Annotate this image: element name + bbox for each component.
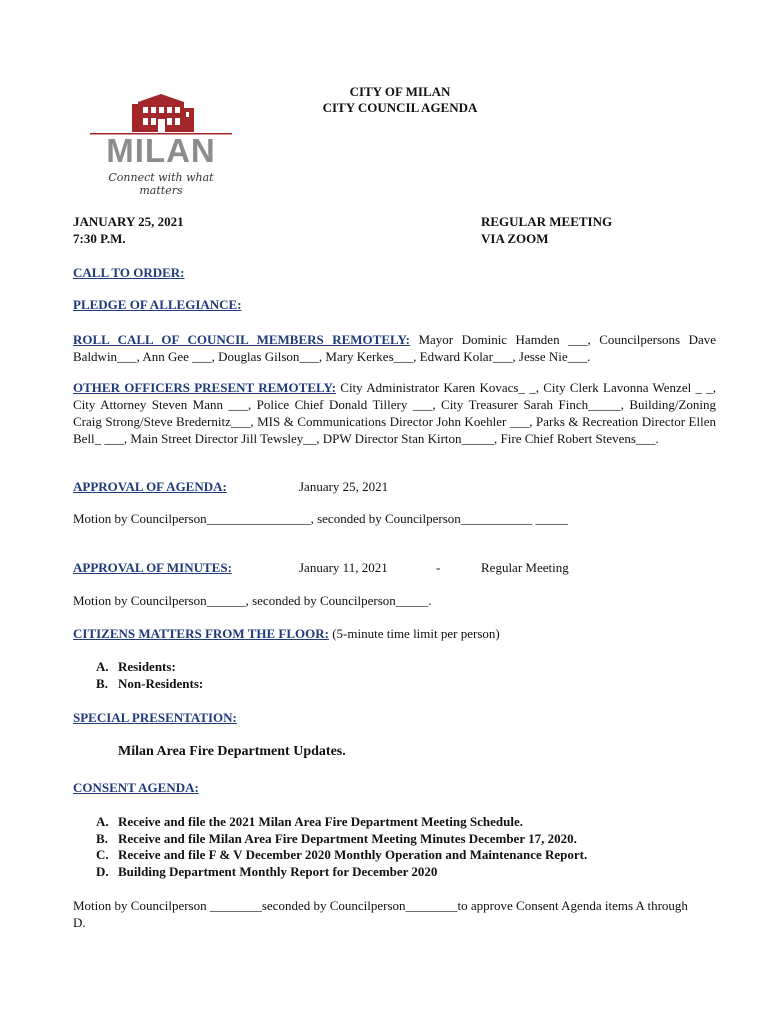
list-item: [96, 864, 587, 881]
city-title: CITY OF MILAN: [349, 84, 451, 99]
citizens-heading: CITIZENS MATTERS FROM THE FLOOR:: [73, 626, 329, 641]
approval-agenda-motion: Motion by Councilperson________________, seconded by Councilperson___________ _____: [73, 511, 569, 526]
citizens-list: [96, 659, 203, 692]
approval-minutes-dash: -: [436, 560, 441, 575]
other-officers-text: City Administrator Karen Kovacs_ _, City Clerk Lavonna Wenzel _ _, City Attorney Steven Mann ___, Police Chief Donald Tillery ___, City Treasurer Sarah Finch_____, Building/Zoning Craig Strong/Steve Bredernitz___, MIS & Communications Director John Koehler ___, Parks & Recreation Director Ellen Bell_ ___, Main Street Director Jill Tewsley__, DPW Director Stan Kirton_____, Fire Chief Robert Stevens___.: [73, 380, 716, 446]
roll-call-text: Mayor Dominic Hamden ___, Councilpersons Dave Baldwin___, Ann Gee ___, Douglas Gilson___, Mary Kerkes___, Edward Kolar___, Jesse Nie___.: [73, 332, 716, 364]
roll-call-heading: ROLL CALL OF COUNCIL MEMBERS REMOTELY:: [73, 332, 411, 347]
consent-agenda-heading: CONSENT AGENDA:: [73, 780, 199, 795]
approval-minutes-motion: Motion by Councilperson______, seconded by Councilperson_____.: [73, 593, 432, 608]
approval-minutes-heading: APPROVAL OF MINUTES:: [73, 560, 232, 575]
other-officers-heading: OTHER OFFICERS PRESENT REMOTELY:: [73, 380, 336, 395]
list-item: [96, 831, 587, 848]
list-item-text: Non-Residents:: [118, 675, 204, 691]
list-item: [96, 659, 203, 676]
agenda-title: CITY COUNCIL AGENDA: [322, 100, 478, 115]
list-item-key: D.: [96, 863, 109, 879]
city-hall-building-icon: [86, 92, 236, 137]
list-item: [96, 814, 587, 831]
list-item-key: B.: [96, 830, 108, 846]
list-item: [96, 847, 587, 864]
list-item-key: A.: [96, 814, 109, 829]
other-officers-paragraph: [73, 379, 716, 447]
list-item-text: Receive and file F & V December 2020 Monthly Operation and Maintenance Report.: [118, 847, 588, 862]
meeting-date: JANUARY 25, 2021: [73, 214, 184, 229]
list-item-text: Residents:: [118, 659, 176, 674]
approval-agenda-date: January 25, 2021: [299, 479, 389, 494]
approval-agenda-heading: APPROVAL OF AGENDA:: [73, 479, 227, 494]
approval-minutes-date: January 11, 2021: [299, 560, 388, 575]
special-presentation-item: Milan Area Fire Department Updates.: [118, 744, 346, 759]
list-item-text: Receive and file the 2021 Milan Area Fire Department Meeting Schedule.: [118, 814, 523, 829]
list-item: [96, 676, 203, 693]
list-item-text: Building Department Monthly Report for December 2020: [118, 863, 438, 879]
list-item-key: A.: [96, 659, 109, 674]
meeting-venue: VIA ZOOM: [481, 231, 549, 246]
call-to-order-heading: CALL TO ORDER:: [73, 265, 185, 280]
consent-motion: Motion by Councilperson ________seconded by Councilperson________to approve Consent Agenda items A through D.: [73, 898, 688, 930]
citizens-note: (5-minute time limit per person): [328, 626, 500, 641]
meeting-type: REGULAR MEETING: [481, 214, 613, 229]
citizens-paragraph: [73, 626, 500, 642]
list-item-text: Receive and file Milan Area Fire Department Meeting Minutes December 17, 2020.: [118, 830, 577, 846]
logo-wordmark: MILAN: [106, 132, 216, 169]
milan-logo: [86, 92, 236, 197]
logo-tagline: Connect with what matters: [108, 171, 214, 197]
list-item-key: B.: [96, 675, 108, 691]
pledge-heading: PLEDGE OF ALLEGIANCE:: [73, 297, 242, 312]
roll-call-paragraph: [73, 331, 716, 365]
special-presentation-heading: SPECIAL PRESENTATION:: [73, 710, 237, 725]
meeting-time: 7:30 P.M.: [73, 231, 126, 246]
list-item-key: C.: [96, 847, 109, 862]
consent-list: [96, 814, 587, 880]
approval-minutes-type: Regular Meeting: [481, 560, 569, 575]
